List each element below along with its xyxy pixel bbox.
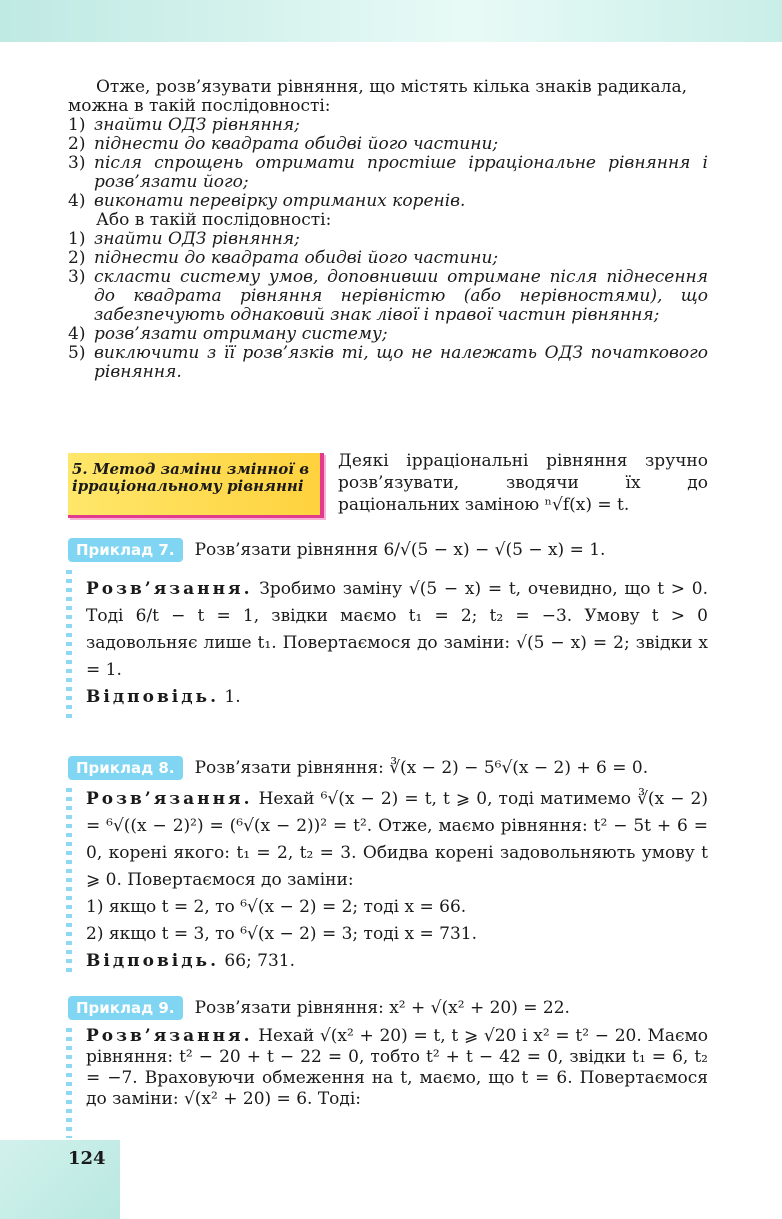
- item-text: піднести до квадрата обидві його частини;: [94, 248, 499, 268]
- answer-label: Відповідь.: [86, 951, 219, 971]
- section-text: Деякі ірраціональні рівняння зручно розв’язувати, зводячи їх до раціональних заміною ⁿ√f(x) = t.: [338, 451, 708, 515]
- section-method-substitution: [68, 450, 708, 524]
- case-1: 1) якщо t = 2, то ⁶√(x − 2) = 2; тоді x = 66.: [86, 897, 467, 917]
- answer-text: 1.: [224, 687, 241, 707]
- dotted-margin: [66, 1028, 72, 1138]
- solution-label: Розв’язання.: [86, 789, 253, 809]
- intro-paragraph-1: Отже, розв’язувати рівняння, що містять кілька знаків радикала, можна в такій послідовності:: [68, 77, 687, 116]
- steps-list-1: [68, 116, 708, 211]
- example-task: Розв’язати рівняння: x² + √(x² + 20) = 22.: [194, 998, 570, 1018]
- solution-text: Зробимо заміну √(5 − x) = t, очевидно, що t > 0. Тоді 6/t − t = 1, звідки маємо t₁ = 2; t₂ = −3. Умову t > 0 задовольняє лише t₁. Повертаємося до заміни: √(5 − x) = 2; звідки x = 1.: [86, 579, 708, 680]
- solution-label: Розв’язання.: [86, 579, 253, 599]
- dotted-margin: [66, 788, 72, 973]
- item-number: 3): [68, 153, 86, 173]
- item-number: 2): [68, 248, 86, 268]
- steps-list-2: [68, 230, 708, 382]
- example-header: [68, 538, 708, 562]
- top-decor-band: [0, 0, 782, 42]
- item-text: розв’язати отриману систему;: [94, 324, 388, 344]
- item-text: піднести до квадрата обидві його частини;: [94, 134, 499, 154]
- list-item: [68, 268, 708, 325]
- example-solution: [86, 786, 708, 975]
- item-number: 5): [68, 343, 86, 363]
- item-text: після спрощень отримати простіше ірраціональне рівняння і розв’язати його;: [94, 153, 708, 192]
- example-solution: [86, 576, 708, 711]
- answer-text: 66; 731.: [224, 951, 296, 971]
- item-number: 1): [68, 115, 86, 135]
- item-text: виключити з її розв’язків ті, що не належать ОДЗ початкового рівняння.: [94, 343, 708, 382]
- list-item: [68, 249, 708, 268]
- example-task: Розв’язати рівняння: ∛(x − 2) − 5⁶√(x − 2) + 6 = 0.: [194, 758, 649, 778]
- answer-label: Відповідь.: [86, 687, 219, 707]
- case-2: 2) якщо t = 3, то ⁶√(x − 2) = 3; тоді x = 731.: [86, 924, 477, 944]
- example-badge: Приклад 7.: [68, 538, 183, 562]
- list-item: [68, 135, 708, 154]
- solution-text: Нехай √(x² + 20) = t, t ⩾ √20 і x² = t² − 20. Маємо рівняння: t² − 20 + t − 22 = 0, тобто t² + t − 42 = 0, звідки t₁ = 6, t₂ = −7. Враховуючи обмеження на t, маємо, що t = 6. Повертаємося до заміни: √(x² + 20) = 6. Тоді:: [86, 1026, 709, 1109]
- list-item: [68, 116, 708, 135]
- section-title-box: [68, 453, 324, 518]
- example-header: [68, 996, 708, 1020]
- item-number: 3): [68, 267, 86, 287]
- intro-text: [68, 78, 708, 382]
- item-number: 4): [68, 191, 86, 211]
- example-badge: Приклад 9.: [68, 996, 183, 1020]
- item-number: 2): [68, 134, 86, 154]
- list-item: [68, 344, 708, 382]
- item-number: 1): [68, 229, 86, 249]
- section-title: 5. Метод заміни змінної в ірраціональному рівнянні: [72, 460, 310, 495]
- item-text: знайти ОДЗ рівняння;: [94, 229, 300, 249]
- example-7: [68, 538, 708, 711]
- item-text: знайти ОДЗ рівняння;: [94, 115, 300, 135]
- example-8: [68, 756, 708, 975]
- page-number: 124: [68, 1148, 106, 1169]
- example-badge: Приклад 8.: [68, 756, 183, 780]
- example-header: [68, 756, 708, 780]
- list-item: [68, 230, 708, 249]
- intro-paragraph-2: Або в такій послідовності:: [96, 210, 332, 230]
- list-item: [68, 154, 708, 192]
- example-solution: [86, 1026, 708, 1110]
- item-text: скласти систему умов, доповнивши отримане після піднесення до квадрата рівняння нерівністю (або нерівностями), що забезпечують однаковий знак лівої і правої частин рівняння;: [94, 267, 708, 325]
- list-item: [68, 325, 708, 344]
- list-item: [68, 192, 708, 211]
- solution-text: Нехай ⁶√(x − 2) = t, t ⩾ 0, тоді матимемо ∛(x − 2) = ⁶√((x − 2)²) = (⁶√(x − 2))² = t². Отже, маємо рівняння: t² − 5t + 6 = 0, корені якого: t₁ = 2, t₂ = 3. Обидва корені задовольняють умову t ⩾ 0. Повертаємося до заміни:: [86, 789, 708, 890]
- example-task: Розв’язати рівняння 6/√(5 − x) − √(5 − x) = 1.: [194, 540, 606, 560]
- dotted-margin: [66, 570, 72, 722]
- example-9: [68, 996, 708, 1110]
- item-number: 4): [68, 324, 86, 344]
- item-text: виконати перевірку отриманих коренів.: [94, 191, 466, 211]
- solution-label: Розв’язання.: [86, 1026, 253, 1046]
